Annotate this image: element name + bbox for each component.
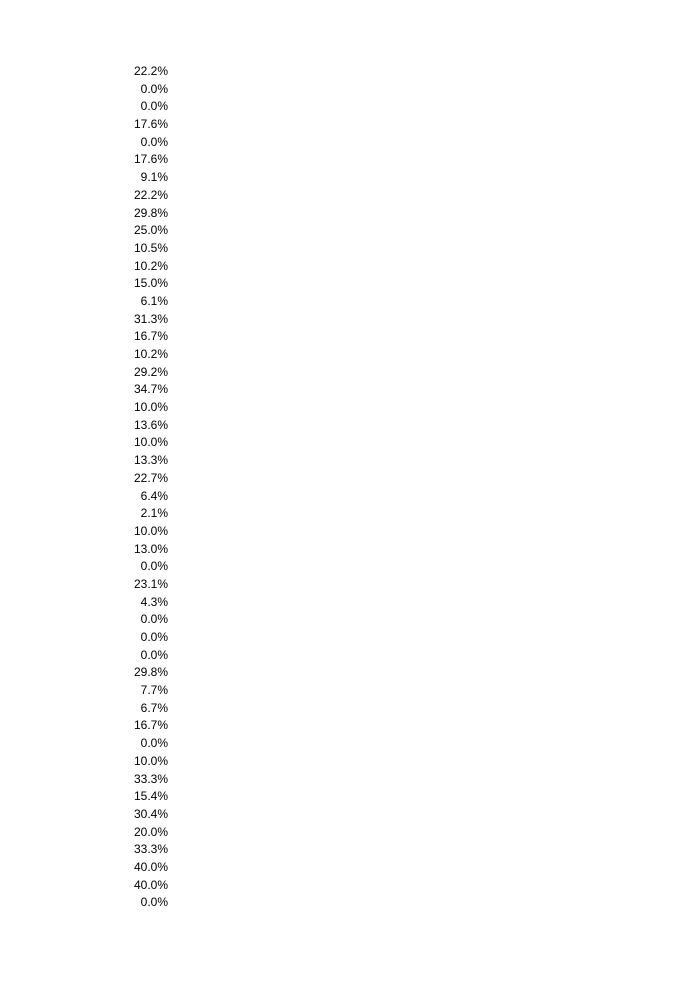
percentage-cell: 20.0%	[133, 824, 168, 839]
percentage-cell: 10.0%	[133, 753, 168, 768]
percentage-cell: 7.7%	[140, 683, 168, 698]
percentage-cell: 17.6%	[133, 117, 168, 132]
percentage-cell: 30.4%	[133, 806, 168, 821]
percentage-cell: 0.0%	[140, 81, 168, 96]
percentage-cell: 15.4%	[133, 789, 168, 804]
percentage-cell: 34.7%	[133, 382, 168, 397]
percentage-cell: 2.1%	[140, 506, 168, 521]
percentage-cell: 29.8%	[133, 665, 168, 680]
percentage-cell: 10.2%	[133, 347, 168, 361]
percentage-cell: 0.0%	[140, 736, 168, 751]
percentage-cell: 33.3%	[133, 771, 168, 786]
percentage-cell: 10.2%	[133, 258, 168, 273]
percentage-cell: 4.3%	[140, 594, 168, 609]
percentage-cell: 13.3%	[133, 453, 168, 468]
percentage-column	[110, 63, 168, 912]
percentage-cell: 40.0%	[133, 859, 168, 874]
percentage-cell: 6.4%	[140, 488, 168, 503]
percentage-cell: 25.0%	[133, 223, 168, 238]
percentage-cell: 13.0%	[133, 541, 168, 556]
percentage-cell: 31.3%	[133, 311, 168, 326]
percentage-cell: 10.5%	[133, 240, 168, 255]
percentage-cell: 10.0%	[133, 523, 168, 538]
percentage-cell: 40.0%	[133, 877, 168, 892]
percentage-cell: 33.3%	[133, 842, 168, 857]
percentage-cell: 0.0%	[140, 630, 168, 644]
percentage-cell: 22.2%	[133, 64, 168, 78]
percentage-cell: 22.2%	[133, 187, 168, 202]
percentage-cell: 0.0%	[140, 647, 168, 662]
percentage-cell: 0.0%	[140, 895, 168, 910]
percentage-cell: 9.1%	[140, 170, 168, 185]
percentage-cell: 29.8%	[133, 205, 168, 220]
percentage-cell: 0.0%	[140, 559, 168, 574]
percentage-cell: 10.0%	[133, 435, 168, 450]
percentage-cell: 23.1%	[133, 576, 168, 591]
percentage-cell: 13.6%	[133, 417, 168, 432]
percentage-cell: 10.0%	[133, 400, 168, 415]
percentage-cell: 16.7%	[133, 329, 168, 344]
percentage-cell: 0.0%	[140, 99, 168, 114]
percentage-cell: 16.7%	[133, 718, 168, 733]
percentage-cell: 17.6%	[133, 152, 168, 167]
percentage-cell: 29.2%	[133, 364, 168, 379]
percentage-cell: 22.7%	[133, 470, 168, 485]
percentage-cell: 15.0%	[133, 276, 168, 291]
percentage-cell: 0.0%	[140, 612, 168, 627]
percentage-cell: 0.0%	[140, 134, 168, 149]
percentage-cell: 6.7%	[140, 700, 168, 715]
percentage-cell: 6.1%	[140, 293, 168, 308]
